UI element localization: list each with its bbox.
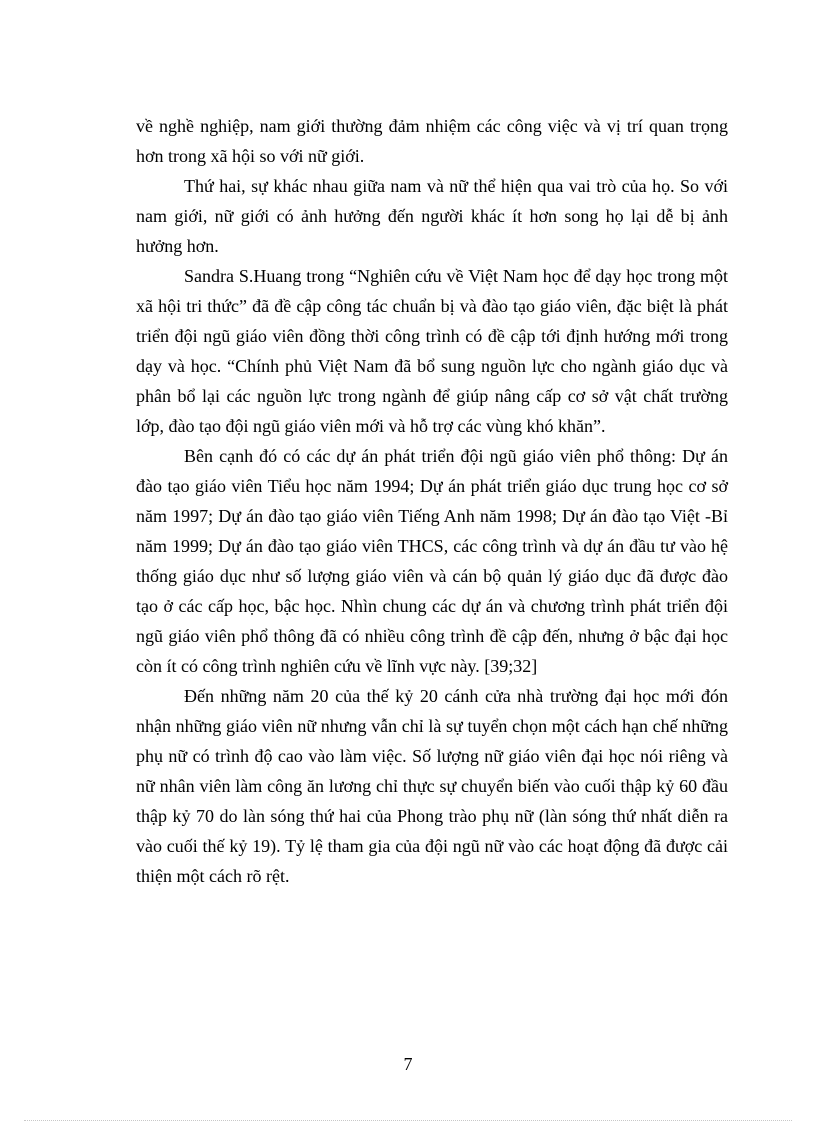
paragraph-continuation: về nghề nghiệp, nam giới thường đảm nhiệm các công việc và vị trí quan trọng hơn trong xã hội so với nữ giới.: [136, 116, 728, 166]
paragraph-women-teachers-history: Đến những năm 20 của thế kỷ 20 cánh cửa nhà trường đại học mới đón nhận những giáo viên nữ nhưng vẫn chỉ là sự tuyển chọn một cách hạn chế những phụ nữ có trình độ cao vào làm việc. Số lượng nữ giáo viên đại học nói riêng và nữ nhân viên làm công ăn lương chỉ thực sự chuyển biến vào cuối thập kỷ 60 đầu thập kỷ 70 do làn sóng thứ hai của Phong trào phụ nữ (làn sóng thứ nhất diễn ra vào cuối thế kỷ 19). Tỷ lệ tham gia của đội ngũ nữ vào các hoạt động đã được cải thiện một cách rõ rệt.: [136, 686, 728, 886]
page-number: 7: [403, 1054, 413, 1074]
paragraph-gender-roles: Thứ hai, sự khác nhau giữa nam và nữ thể hiện qua vai trò của họ. So với nam giới, nữ giới có ảnh hưởng đến người khác ít hơn song họ lại dễ bị ảnh hưởng hơn.: [136, 176, 728, 256]
paragraph-teacher-projects: Bên cạnh đó có các dự án phát triển đội ngũ giáo viên phổ thông: Dự án đào tạo giáo viên Tiểu học năm 1994; Dự án phát triển giáo dục trung học cơ sở năm 1997; Dự án đào tạo giáo viên Tiếng Anh năm 1998; Dự án đào tạo Việt -Bỉ năm 1999; Dự án đào tạo giáo viên THCS, các công trình và dự án đầu tư vào hệ thống giáo dục như số lượng giáo viên và cán bộ quản lý giáo dục đã được đào tạo ở các cấp học, bậc học. Nhìn chung các dự án và chương trình phát triển đội ngũ giáo viên phổ thông đã có nhiều công trình đề cập đến, nhưng ở bậc đại học còn ít có công trình nghiên cứu về lĩnh vực này. [39;32]: [136, 446, 728, 676]
paragraph-sandra-huang: Sandra S.Huang trong “Nghiên cứu về Việt Nam học để dạy học trong một xã hội tri thức” đã đề cập công tác chuẩn bị và đào tạo giáo viên, đặc biệt là phát triển đội ngũ giáo viên đồng thời công trình có đề cập tới định hướng mới trong dạy và học. “Chính phủ Việt Nam đã bổ sung nguồn lực cho ngành giáo dục và phân bổ lại các nguồn lực trong ngành để giúp nâng cấp cơ sở vật chất trường lớp, đào tạo đội ngũ giáo viên mới và hỗ trợ các vùng khó khăn”.: [136, 266, 728, 436]
body-text: [136, 111, 728, 891]
page-bottom-edge: [24, 1120, 792, 1121]
